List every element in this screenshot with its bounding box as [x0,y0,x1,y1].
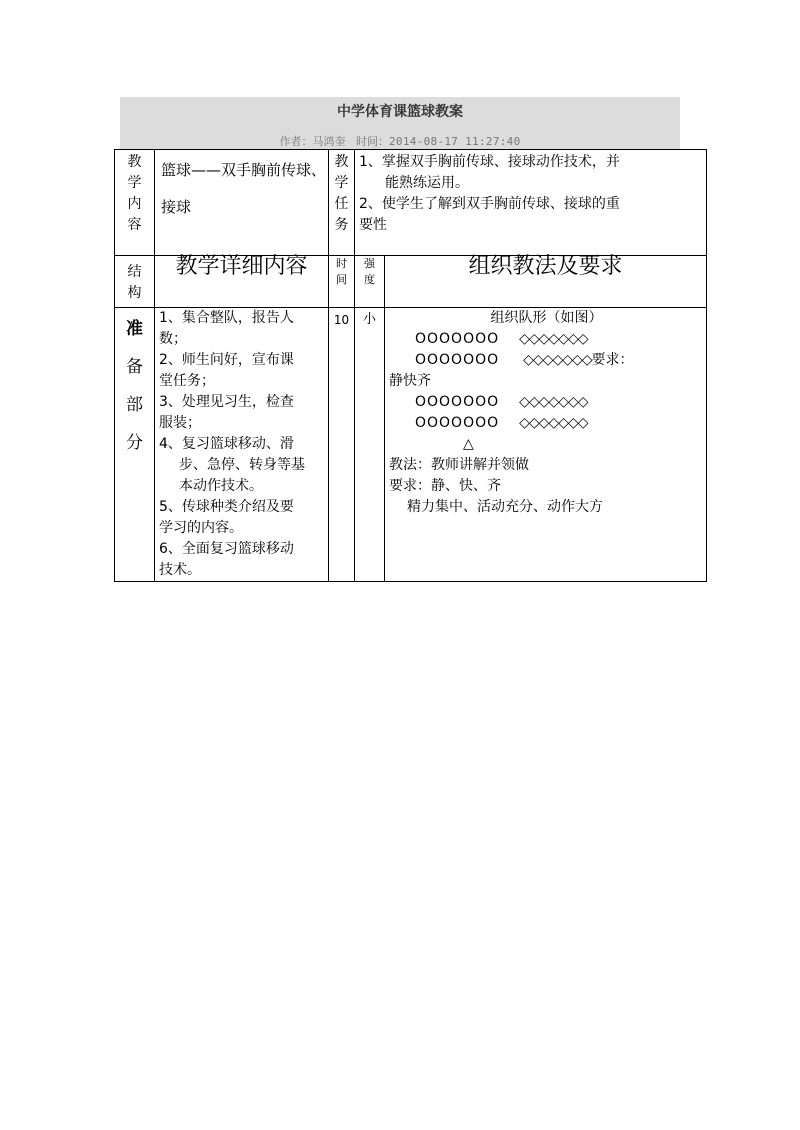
label-char: 准 [126,319,143,339]
list-item-cont: 数； [159,331,187,347]
list-item: 5、传球种类介绍及要 [159,499,294,515]
list-item-cont: 本动作技术。 [179,478,263,494]
intensity-value-cell: 小 [355,308,385,582]
label-char: 备 [126,357,143,377]
student-circles: OOOOOOO [415,415,500,431]
time-heading-cell [329,256,355,308]
method-heading: 组织教法及要求 [385,256,707,308]
content-line: 篮球——双手胸前传球、 [161,161,327,179]
activity-list-cell [155,308,329,582]
list-item-cont: 技术。 [159,562,201,578]
requirement-text: 要求：静、快、齐 [389,478,501,494]
formation-row-1 [389,329,704,350]
student-diamonds: ◇◇◇◇◇◇◇ [519,331,588,347]
organization-cell [385,308,707,582]
list-item: 1、集合整队，报告人 [159,310,294,326]
label-char: 教 [127,154,142,170]
task-item-cont: 要性 [359,217,387,233]
teacher-triangle-icon: △ [463,436,474,452]
author-name: 马鸿奎 [312,135,346,148]
task-item: 2、使学生了解到双手胸前传球、接球的重 [359,196,620,212]
list-item-cont: 步、急停、转身等基 [179,457,305,473]
formation-row-4 [389,413,704,434]
document-meta [120,133,680,149]
content-line: 接球 [161,198,192,216]
list-item-cont: 堂任务； [159,373,215,389]
label-char: 时 [336,257,347,270]
row-content-tasks [115,150,707,256]
requirement-inline: 要求： [591,352,634,368]
label-char: 分 [126,433,143,453]
list-item: 4、复习篮球移动、滑 [159,436,294,452]
label-char: 教 [334,154,349,170]
row-preparation [115,308,707,582]
label-char: 任 [334,196,349,212]
method-text: 教法：教师讲解并领做 [389,457,529,473]
formation-row-3 [389,392,704,413]
requirement-cont: 静快齐 [389,373,431,389]
list-item: 6、全面复习篮球移动 [159,541,294,557]
teaching-content-cell [155,150,329,256]
lesson-plan-table [114,149,707,582]
teacher-marker-line [389,434,704,455]
task-label-cell [329,150,355,256]
time-value: 2014-08-17 11:27:40 [388,135,521,148]
student-diamonds: ◇◇◇◇◇◇◇ [519,394,588,410]
student-diamonds: ◇◇◇◇◇◇◇ [523,352,592,368]
label-char: 构 [127,284,142,301]
student-diamonds: ◇◇◇◇◇◇◇ [519,415,588,431]
detail-heading: 教学详细内容 [155,256,329,308]
label-char: 学 [127,175,142,191]
document-title: 中学体育课篮球教案 [337,104,463,120]
requirement-more [389,497,704,518]
task-item-cont: 能熟练运用。 [385,175,469,191]
structure-label-cell [115,256,155,308]
label-char: 容 [127,217,142,233]
formation-title: 组织队形（如图） [490,310,603,326]
requirement-more-text: 精力集中、活动充分、动作大方 [407,499,603,515]
student-circles: OOOOOOO [415,352,500,368]
list-item: 3、处理见习生，检查 [159,394,294,410]
label-char: 间 [336,273,347,286]
student-circles: OOOOOOO [415,331,500,347]
label-char: 内 [127,196,142,212]
label-char: 结 [127,263,142,280]
student-circles: OOOOOOO [415,394,500,410]
label-char: 学 [334,175,349,191]
list-item-cont: 服装； [159,415,201,431]
label-char: 部 [126,395,143,415]
label-char: 强 [364,257,375,270]
teaching-tasks-cell [355,150,707,256]
label-char: 务 [334,217,349,233]
row-headings [115,256,707,308]
formation-row-2 [389,350,704,371]
section-label-cell [115,308,155,582]
document-header [120,97,680,149]
intensity-heading-cell [355,256,385,308]
task-item: 1、掌握双手胸前传球、接球动作技术，并 [359,154,620,170]
time-value-cell: 10 [329,308,355,582]
author-label: 作者： [279,135,313,148]
list-item-cont: 学习的内容。 [159,520,243,536]
time-label: 时间： [355,135,389,148]
content-label-cell [115,150,155,256]
label-char: 度 [364,273,375,286]
list-item: 2、师生问好，宣布课 [159,352,294,368]
